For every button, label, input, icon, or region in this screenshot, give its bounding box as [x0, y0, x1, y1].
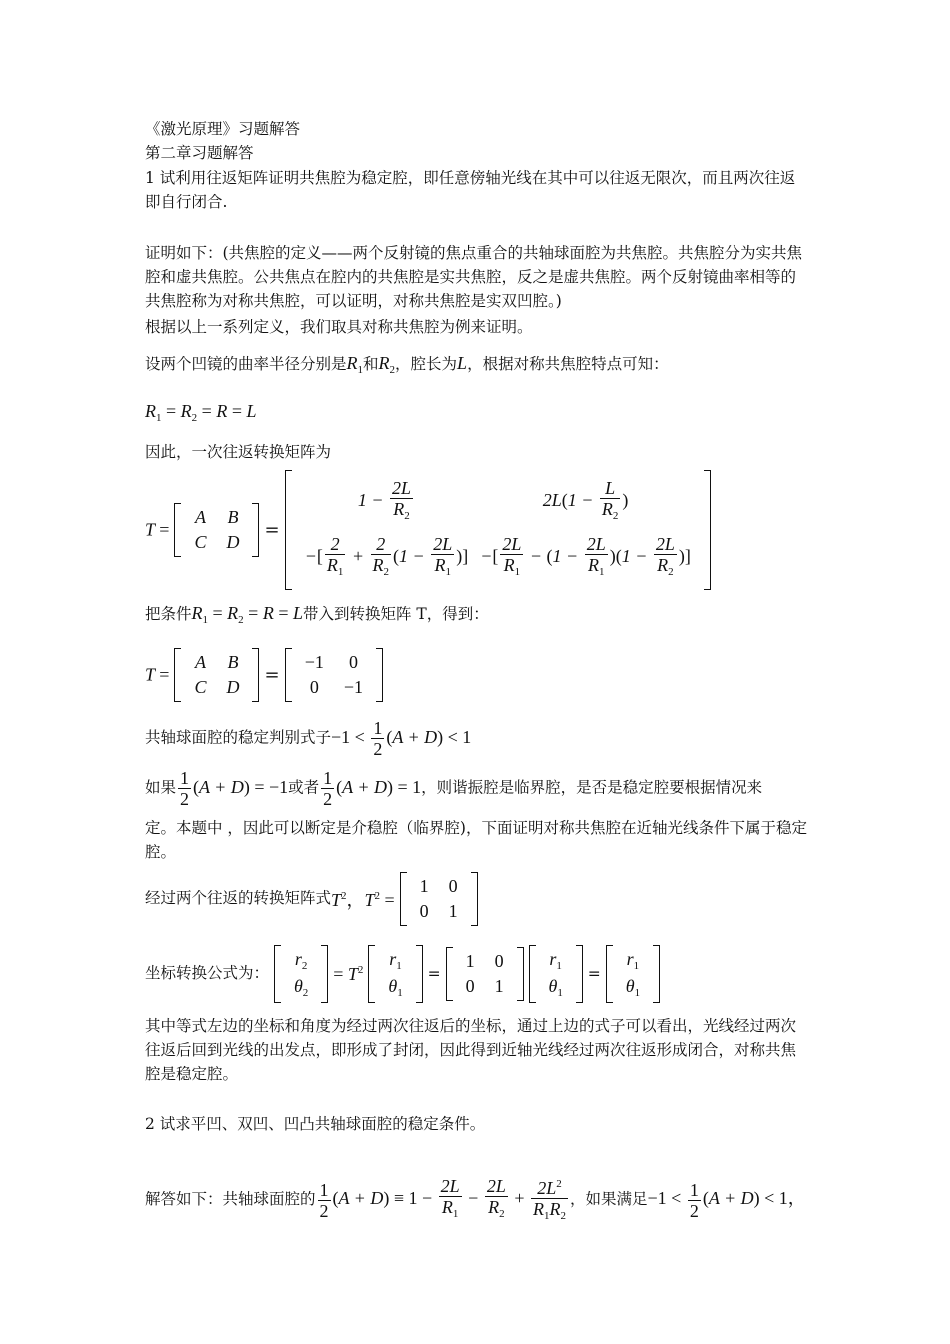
- chapter-heading: 第二章习题解答: [145, 144, 254, 162]
- stability-text: 共轴球面腔的稳定判别式子: [145, 728, 332, 747]
- page-title: 《激光原理》习题解答: [145, 120, 301, 138]
- answer-text-b: ，如果满足: [569, 1190, 648, 1208]
- equation-r-equal: $R_1 = R_2 = R = L$: [145, 401, 257, 424]
- conclusion: 其中等式左边的坐标和角度为经过两次往返后的坐标，通过上边的式子可以看出，光线经过两次往返后回到光线的出发点，即形成了封闭，因此得到近轴光线经过两次往返形成闭合，对称共焦腔是稳定腔。: [145, 1017, 797, 1083]
- stability-line: 共轴球面腔的稳定判别式子−1 < $\frac{1}{2}$ (A + D) < 1: [145, 718, 472, 759]
- two-trip-text: 经过两个往返的转换矩阵式: [145, 889, 332, 907]
- therefore-text: 因此，一次往返转换矩阵为: [145, 443, 332, 461]
- question-2: 2 试求平凹、双凹、凹凸共轴球面腔的稳定条件。: [145, 1115, 486, 1133]
- substitute-text-b: 带入到转换矩阵 T，得到：: [303, 605, 489, 623]
- result-matrix-equation: T = A B C D = −1 0 0 −1: [145, 648, 383, 702]
- proof-intro: 证明如下：(共焦腔的定义——两个反射镜的焦点重合的共轴球面腔为共焦腔。共焦腔分为实共焦腔和虚共焦腔。公共焦点在腔内的共焦腔是实共焦腔，反之是虚共焦腔。两个反射镜曲率相等的共焦腔称为对称共焦腔，可以证明，对称共焦腔是实双凹腔。): [145, 244, 803, 310]
- substitute-line: 把条件$R_1 = R_2 = R = L$带入到转换矩阵 T，得到：: [145, 603, 489, 626]
- or-text: 或者: [288, 778, 320, 797]
- critical-text: ，则谐振腔是临界腔，是否是稳定腔要根据情况来: [421, 778, 763, 797]
- setup-line: 设两个凹镜的曲率半径分别是$R_1$和$R_2$，腔长为L，根据对称共焦腔特点可知：: [145, 353, 669, 376]
- setup-text-b: ，腔长为: [395, 355, 458, 373]
- critical-line: 如果 $\frac{1}{2}$ (A + D) = −1或者 $\frac{1}{2}$ (A + D) = 1，则谐振腔是临界腔，是否是稳定腔要根据情况来: [145, 768, 763, 809]
- setup-and: 和: [363, 355, 379, 373]
- answer-line: 解答如下：共轴球面腔的 $\frac{1}{2}$ (A + D) ≡ 1 − $\frac{2L}{R_1}$ − $\frac{2L}{R_2}$ + $\frac{2L^2}{R_1R_2}$ ，如果满足−1 < $\frac{1}{2}$ (A + D) < 1，: [145, 1176, 806, 1222]
- if-text: 如果: [145, 778, 177, 797]
- coordinate-line: 坐标转换公式为： $r_2$ $\theta_2$ = $T^2$ $r_1$ $\theta_1$ = 1 0 0 1 $r_1$ $\theta_1$ = $r_1$ $\theta_1$: [145, 945, 660, 1003]
- coord-text: 坐标转换公式为：: [145, 964, 270, 982]
- proof-basis: 根据以上一系列定义，我们取具对称共焦腔为例来证明。: [145, 318, 533, 336]
- answer-text-a: 解答如下：共轴球面腔的: [145, 1190, 316, 1208]
- setup-text-a: 设两个凹镜的曲率半径分别是: [145, 355, 347, 373]
- critical-continuation: 定。本题中 ，因此可以断定是介稳腔（临界腔)，下面证明对称共焦腔在近轴光线条件下属于稳定腔。: [145, 819, 807, 861]
- substitute-text-a: 把条件: [145, 605, 192, 623]
- setup-text-c: ，根据对称共焦腔特点可知：: [467, 355, 669, 373]
- two-trip-line: 经过两个往返的转换矩阵式$T^2$，$T^2$ = 1 0 0 1: [145, 872, 478, 926]
- question-1: 1 试利用往返矩阵证明共焦腔为稳定腔，即任意傍轴光线在其中可以往返无限次，而且两次往返即自行闭合.: [145, 169, 796, 211]
- transfer-matrix-equation: T = A B C D = 1 − $\frac{2L}{R_2}$ 2L(1 − $\frac{L}{R_2}$ ) −[ $\frac{2}{R_1}$ + $\frac{2}{R_2}$ (1 − $\frac{2L}{R_1}$ )] −[ $\frac{2L}{R_1}$ − (1 − $\frac{2L}{R_1}$ )(1 − $\frac{2L}{R_2}$ )]: [145, 470, 711, 590]
